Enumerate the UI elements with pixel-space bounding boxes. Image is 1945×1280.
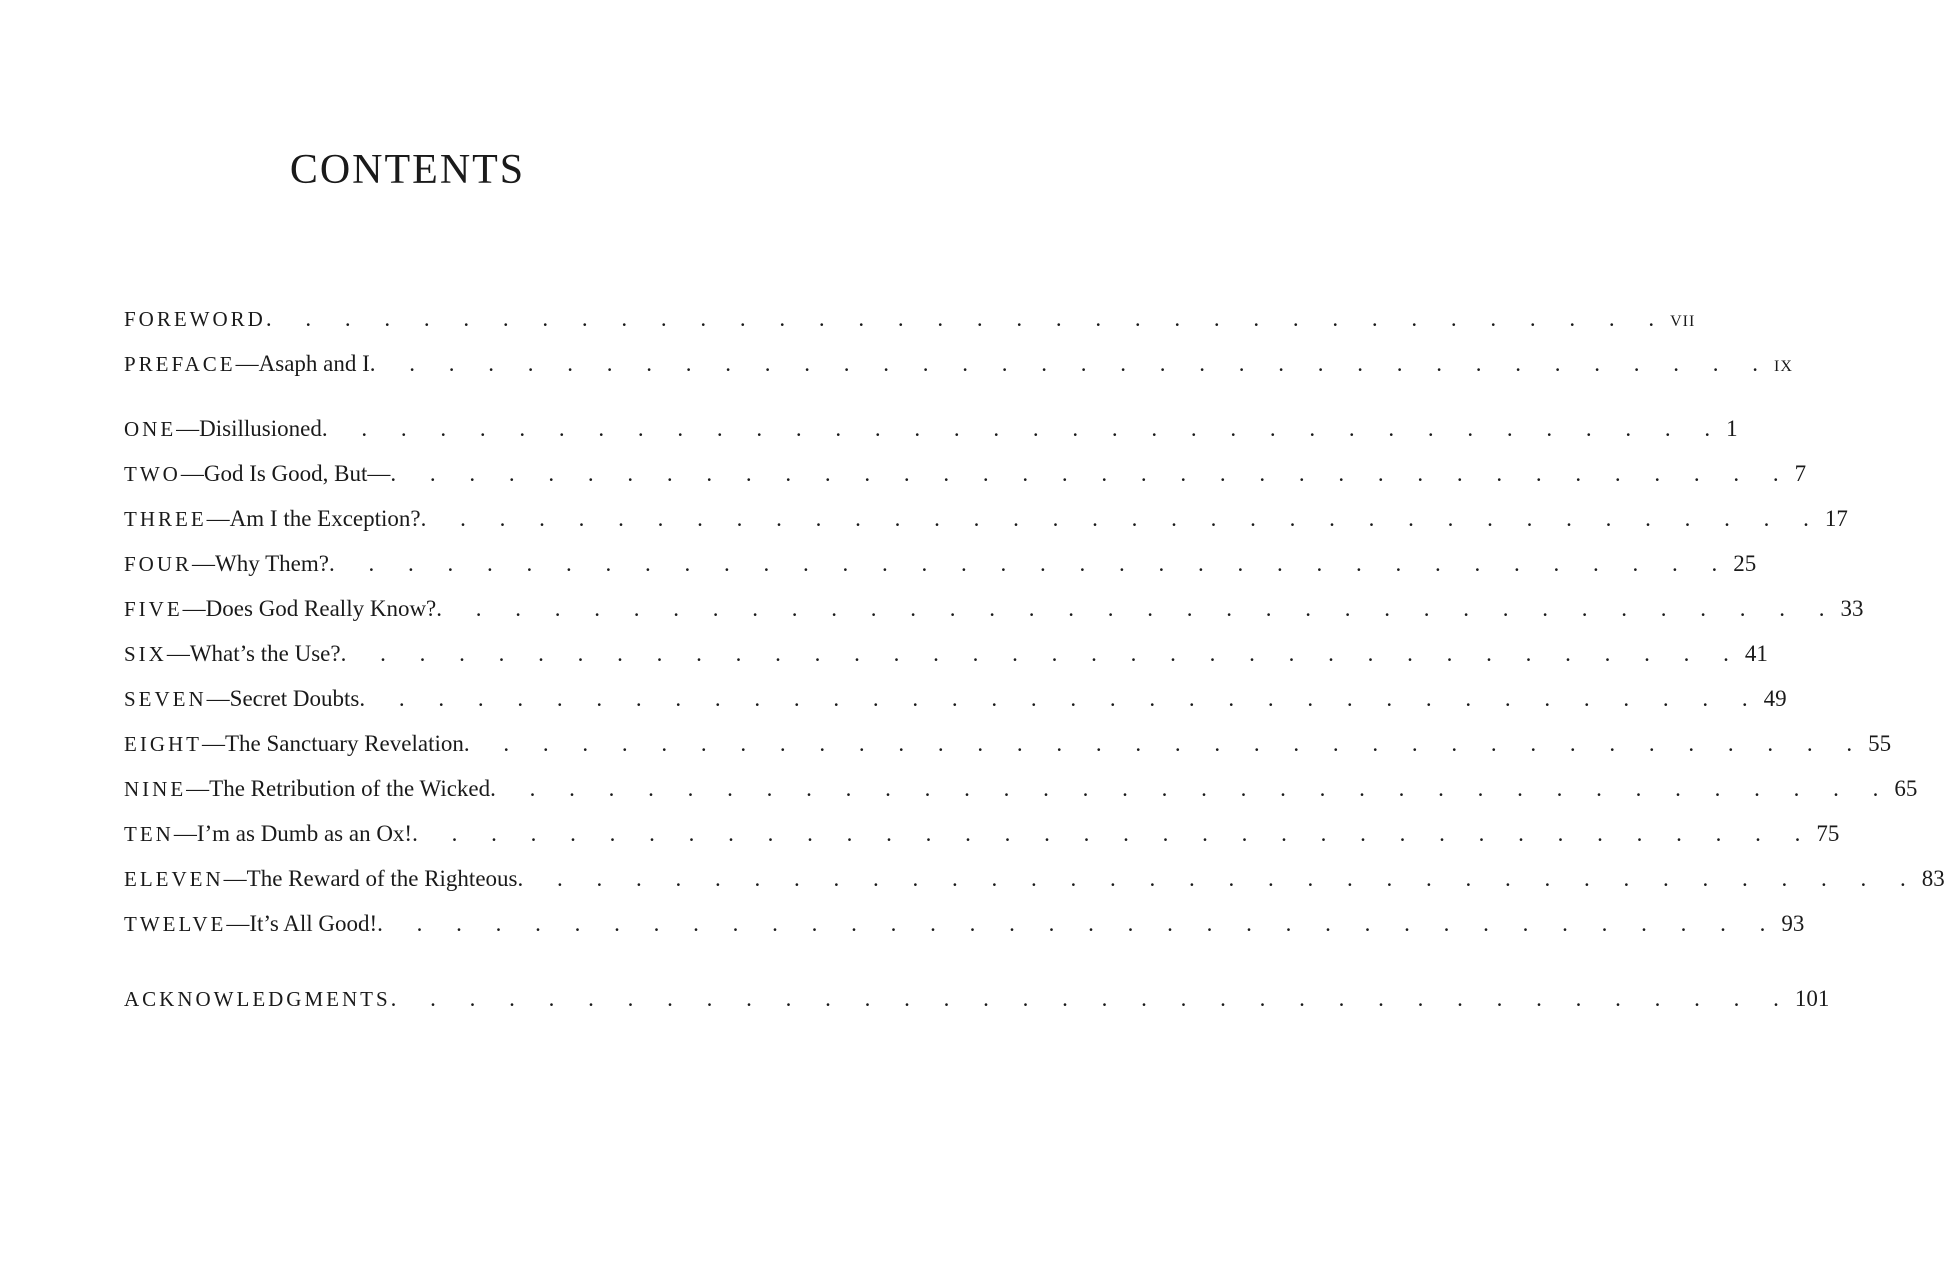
dot-leader: . . . . . . . . . . . . . . . . . . . . . . . . . . . . . . . . . . . . <box>412 821 1815 846</box>
toc-entry-foreword <box>124 306 1696 340</box>
page-title: CONTENTS <box>289 147 526 193</box>
toc-entry-chapter-twelve <box>124 911 1805 945</box>
entry-label: PREFACE <box>124 352 236 376</box>
entry-label: ONE <box>124 417 177 441</box>
dot-leader: . . . . . . . . . . . . . . . . . . . . . . . . . . . . . . . . . . . . <box>377 911 1780 936</box>
entry-title: —It’s All Good! <box>226 911 378 936</box>
entry-label: NINE <box>124 777 187 801</box>
page-number: 17 <box>1824 506 1848 531</box>
entry-title: —The Reward of the Righteous <box>223 866 518 891</box>
entry-label: THREE <box>124 507 207 531</box>
entry-label: SEVEN <box>124 687 207 711</box>
dot-leader: . . . . . . . . . . . . . . . . . . . . . . . . . . . . . . . . . . . . <box>359 686 1762 711</box>
entry-title: —The Retribution of the Wicked <box>186 776 491 801</box>
entry-title: —What’s the Use? <box>166 641 341 666</box>
page-number: 75 <box>1816 821 1840 846</box>
entry-title: —I’m as Dumb as an Ox! <box>173 821 413 846</box>
page-number: 33 <box>1840 596 1864 621</box>
page-number: 25 <box>1733 551 1757 576</box>
entry-title: —Disillusioned <box>176 416 322 441</box>
dot-leader: . . . . . . . . . . . . . . . . . . . . . . . . . . . . . . . . . . . . <box>390 461 1793 486</box>
dot-leader: . . . . . . . . . . . . . . . . . . . . . . . . . . . . . . . . . . . . <box>490 776 1893 801</box>
entry-title: —The Sanctuary Revelation <box>201 731 464 756</box>
entry-label: TWO <box>124 462 181 486</box>
dot-leader: . . . . . . . . . . . . . . . . . . . . . . . . . . . . . . . . . . . . <box>436 596 1839 621</box>
entry-label: ELEVEN <box>124 867 224 891</box>
entry-label: TEN <box>124 822 174 846</box>
entry-title: —Am I the Exception? <box>206 506 421 531</box>
entry-label: FIVE <box>124 597 183 621</box>
page-number: 1 <box>1726 416 1738 441</box>
toc-entry-chapter-one <box>124 416 1738 450</box>
dot-leader: . . . . . . . . . . . . . . . . . . . . . . . . . . . . . . . . . . . . <box>517 866 1920 891</box>
toc-entry-chapter-four <box>124 551 1757 585</box>
entry-title: —Why Them? <box>192 551 329 576</box>
toc-entry-chapter-six <box>124 641 1768 675</box>
page-number: 83 <box>1921 866 1945 891</box>
toc-entry-chapter-five <box>124 596 1864 630</box>
entry-label: ACKNOWLEDGMENTS <box>124 987 391 1011</box>
toc-entry-chapter-three <box>124 506 1848 540</box>
dot-leader: . . . . . . . . . . . . . . . . . . . . . . . . . . . . . . . . . . . . <box>420 506 1823 531</box>
dot-leader: . . . . . . . . . . . . . . . . . . . . . . . . . . . . . . . . . . . . <box>265 306 1669 331</box>
toc-entry-chapter-ten <box>124 821 1840 855</box>
dot-leader: . . . . . . . . . . . . . . . . . . . . . . . . . . . . . . . . . . . . <box>369 351 1773 376</box>
entry-label: EIGHT <box>124 732 202 756</box>
dot-leader: . . . . . . . . . . . . . . . . . . . . . . . . . . . . . . . . . . . . <box>340 641 1743 666</box>
dot-leader: . . . . . . . . . . . . . . . . . . . . . . . . . . . . . . . . . . . . <box>328 551 1732 576</box>
toc-entry-chapter-nine <box>124 776 1918 810</box>
entry-title: —Asaph and I <box>235 351 370 376</box>
toc-entry-acknowledgments <box>124 986 1830 1020</box>
entry-label: FOREWORD <box>124 307 266 331</box>
entry-title: —Does God Really Know? <box>182 596 437 621</box>
entry-label: SIX <box>124 642 167 666</box>
page-number: 7 <box>1794 461 1807 486</box>
dot-leader: . . . . . . . . . . . . . . . . . . . . . . . . . . . . . . . . . . . . <box>390 986 1793 1011</box>
entry-title: —God Is Good, But— <box>180 461 391 486</box>
toc-entry-chapter-two <box>124 461 1807 495</box>
page-number: vii <box>1670 306 1696 331</box>
page-number: 41 <box>1744 641 1768 666</box>
entry-title: —Secret Doubts <box>206 686 360 711</box>
toc-entry-chapter-seven <box>124 686 1787 720</box>
entry-label: TWELVE <box>124 912 227 936</box>
page-number: 49 <box>1763 686 1787 711</box>
page-number: 101 <box>1794 986 1830 1011</box>
dot-leader: . . . . . . . . . . . . . . . . . . . . . . . . . . . . . . . . . . . . <box>463 731 1867 756</box>
page-number: ix <box>1774 351 1793 376</box>
page-number: 93 <box>1781 911 1805 936</box>
page-number: 65 <box>1894 776 1918 801</box>
toc-entry-chapter-eight <box>124 731 1892 765</box>
toc-entry-preface <box>124 351 1793 385</box>
dot-leader: . . . . . . . . . . . . . . . . . . . . . . . . . . . . . . . . . . . . <box>321 416 1725 441</box>
page-number: 55 <box>1868 731 1892 756</box>
toc-entry-chapter-eleven <box>124 866 1945 900</box>
entry-label: FOUR <box>124 552 193 576</box>
